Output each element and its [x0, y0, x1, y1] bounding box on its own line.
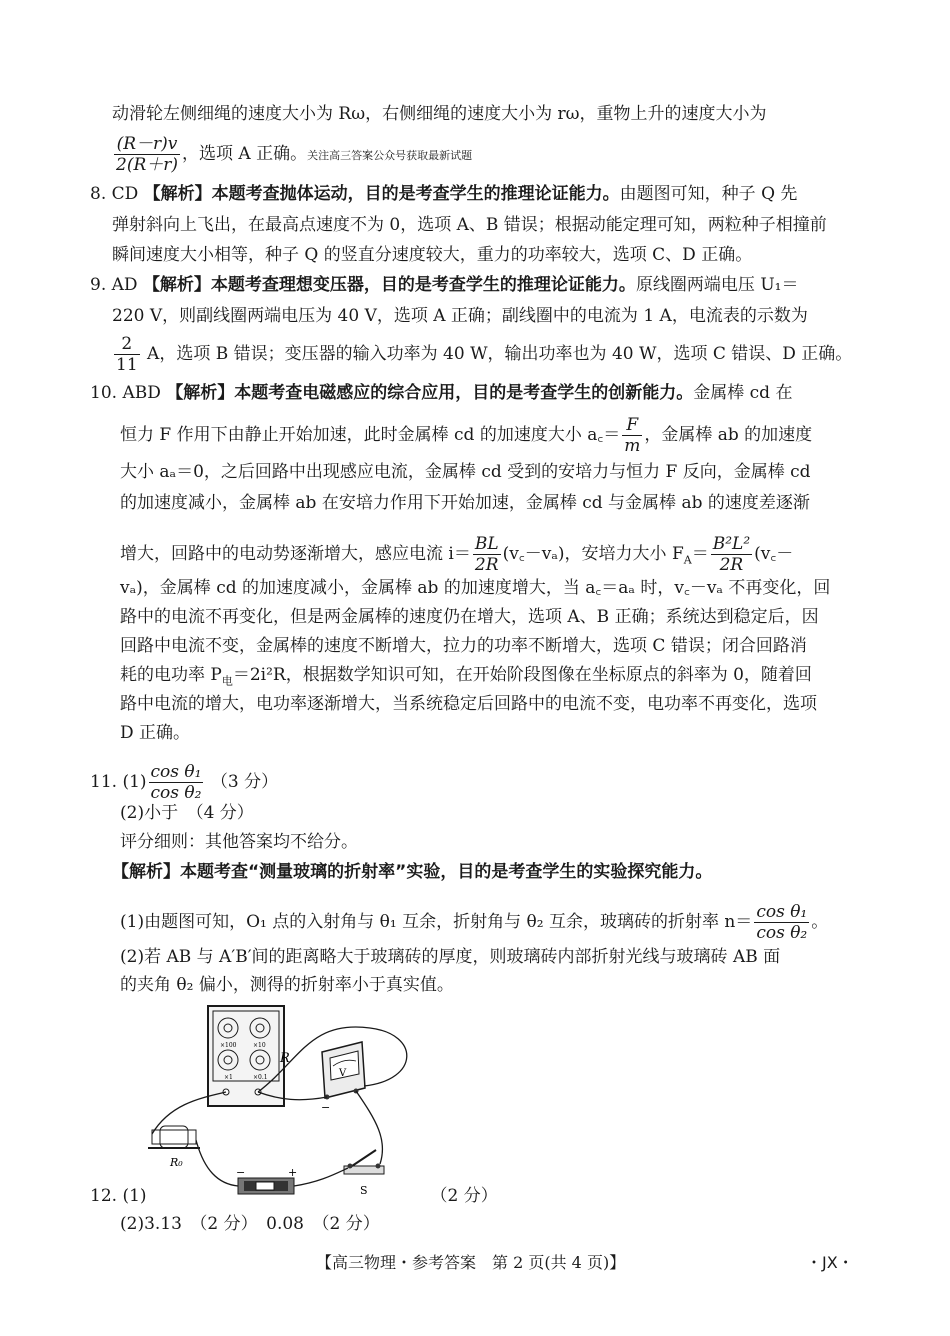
q10-line5: 增大，回路中的电动势逐渐增大，感应电流 i＝ $\frac{BL}{2R}$ (v꜀－vₐ)，安培力大小 $F_A=$ $\frac{\text{B²L²}}{2R}$ (v꜀－	[120, 534, 794, 575]
q7-line1: 动滑轮左侧细绳的速度大小为 Rω，右侧细绳的速度大小为 rω，重物上升的速度大小为	[112, 104, 767, 124]
footer-code: ・JX・	[806, 1253, 854, 1272]
resistor-R0	[152, 1130, 196, 1144]
q10-fraction-2: $\frac{BL}{2R}$	[474, 534, 499, 575]
q11-analysis-tag: 【解析】本题考查“测量玻璃的折射率”实验，目的是考查学生的实验探究能力。	[112, 862, 713, 882]
q10-line2: 恒力 F 作用下由静止开始加速，此时金属棒 cd 的加速度大小 a꜀＝ $\frac{F}{m}$ ，金属棒 ab 的加速度	[120, 415, 813, 456]
q11-explain-2: (2)若 AB 与 A′B′间的距离略大于玻璃砖的厚度，则玻璃砖内部折射光线与玻璃砖 AB 面	[120, 947, 781, 967]
battery-minus: −	[236, 1166, 246, 1179]
q9-fraction: $\frac{2}{11}$	[116, 334, 138, 375]
q8-line3: 瞬间速度大小相等，种子 Q 的竖直分速度较大，重力的功率较大，选项 C、D 正确。	[112, 245, 753, 265]
q11-explain-fraction: $\frac{\text{cos θ₁}}{\text{cos θ₂}}$	[756, 902, 808, 943]
q9-line2: 220 V，则副线圈两端电压为 40 V，选项 A 正确；副线圈中的电流为 1 A，电流表的示数为	[112, 306, 808, 326]
circuit-diagram	[130, 1000, 430, 1210]
q10-line11: D 正确。	[120, 723, 191, 743]
label-S: S	[360, 1184, 368, 1197]
q10-line10: 路中电流的增大，电功率逐渐增大，当系统稳定后回路中的电流不变，电功率不再变化，选项	[120, 694, 817, 714]
q10-fraction-3: $\frac{\text{B²L²}}{2R}$	[712, 534, 751, 575]
q10-line3: 大小 aₐ＝0，之后回路中出现感应电流，金属棒 cd 受到的安培力与恒力 F 反向，金属棒 cd	[120, 462, 811, 482]
q9-line3: $\frac{2}{11}$ A，选项 B 错误；变压器的输入功率为 40 W，输出功率也为 40 W，选项 C 错误、D 正确。	[116, 334, 853, 375]
knob-label-3: ×1	[224, 1074, 233, 1081]
knob-label-2: ×10	[253, 1042, 266, 1049]
q10-line1: 10. ABD 【解析】本题考查电磁感应的综合应用，目的是考查学生的创新能力。金属棒 cd 在	[90, 383, 793, 403]
q10-fraction-1: $\frac{F}{m}$	[624, 415, 641, 456]
q12-part2: (2)3.13 （2 分） 0.08 （2 分）	[120, 1214, 380, 1234]
q10-line6: vₐ)，金属棒 cd 的加速度减小，金属棒 ab 的加速度增大，当 a꜀＝aₐ 时，v꜀－vₐ 不再变化，回	[120, 578, 831, 598]
q12-line1: 12. (1) （2 分）	[90, 1186, 498, 1206]
q9-line1: 9. AD 【解析】本题考查理想变压器，目的是考查学生的推理论证能力。原线圈两端电压 U₁＝	[90, 275, 799, 295]
q7-fraction: $\frac{(R-r)v}{2(R+r)}$	[116, 134, 179, 175]
knob-label-4: ×0.1	[253, 1074, 268, 1081]
q11-rule: 评分细则：其他答案均不给分。	[120, 832, 358, 852]
q8-line1: 8. CD 【解析】本题考查抛体运动，目的是考查学生的推理论证能力。由题图可知，种子 Q 先	[90, 184, 798, 204]
watermark: 关注高三答案公众号获取最新试题	[307, 149, 473, 162]
knob-label-1: ×100	[220, 1042, 237, 1049]
voltmeter-label: V	[339, 1068, 347, 1079]
q10-line9: 耗的电功率 $P_电=2i^2R$，根据数学知识可知，在开始阶段图像在坐标原点的斜率为 0，随着回	[120, 665, 812, 688]
q11-part2: (2)小于 （4 分）	[120, 803, 254, 823]
q10-line4: 的加速度减小，金属棒 ab 在安培力作用下开始加速，金属棒 cd 与金属棒 ab 的速度差逐渐	[120, 493, 810, 513]
label-R0: R₀	[170, 1156, 183, 1169]
q8-line2: 弹射斜向上飞出，在最高点速度不为 0，选项 A、B 错误；根据动能定理可知，两粒种子相撞前	[112, 215, 827, 235]
footer-text: 【高三物理・参考答案 第 2 页(共 4 页)】	[316, 1253, 626, 1272]
q11-explain-3: 的夹角 θ₂ 偏小，测得的折射率小于真实值。	[120, 975, 454, 995]
q10-line7: 路中的电流不再变化，但是两金属棒的速度仍在增大，选项 A、B 正确；系统达到稳定后，因	[120, 607, 819, 627]
q10-line8: 回路中电流不变，金属棒的速度不断增大，拉力的功率不断增大，选项 C 错误；闭合回路消	[120, 636, 807, 656]
voltmeter-minus: −	[321, 1101, 331, 1114]
battery-plus: +	[288, 1166, 298, 1179]
q7-line2: $\frac{(R-r)v}{2(R+r)}$ ，选项 A 正确。关注高三答案公众号获取最新试题	[116, 134, 473, 175]
q11-fraction: $\frac{\text{cos θ₁}}{\text{cos θ₂}}$	[150, 762, 202, 803]
label-R: R	[280, 1051, 290, 1066]
q11-line1: 11. (1) $\frac{\text{cos θ₁}}{\text{cos θ₂}}$ （3 分）	[90, 762, 279, 803]
resistance-box	[208, 1006, 284, 1106]
q11-explain-1: (1)由题图可知，O₁ 点的入射角与 θ₁ 互余，折射角与 θ₂ 互余，玻璃砖的折射率 n＝ $\frac{\text{cos θ₁}}{\text{cos θ₂}}$ 。	[120, 902, 829, 943]
